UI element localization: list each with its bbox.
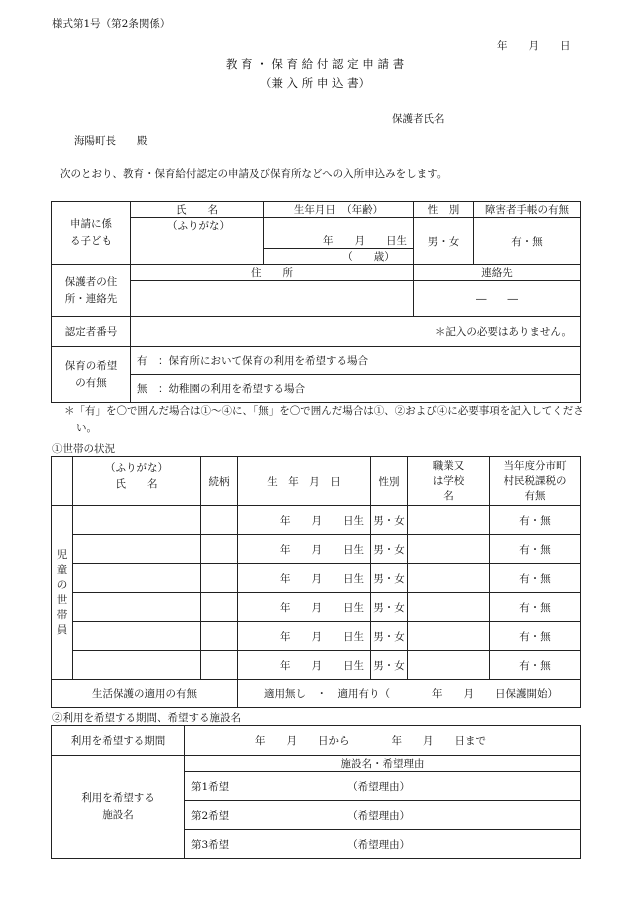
address-field[interactable] [131, 281, 414, 317]
application-table [51, 201, 581, 403]
member-relation-field[interactable] [201, 651, 238, 680]
cert-number-field: ＊記入の必要はありません。 [131, 317, 581, 347]
wish-no-option[interactable]: 無 ：幼稚園の利用を希望する場合 [131, 375, 581, 403]
period-label: 利用を希望する期間 [52, 726, 185, 756]
choice-2-reason: （希望理由） [347, 809, 411, 822]
member-sex-field[interactable]: 男・女 [371, 622, 408, 651]
page-subtitle: （兼 入 所 申 込 書） [259, 76, 371, 90]
child-age-field[interactable]: （ 歳） [264, 249, 414, 265]
child-dob-field[interactable]: 年 月 日生 [264, 218, 414, 249]
member-sex-field[interactable]: 男・女 [371, 593, 408, 622]
facility-table [51, 725, 581, 859]
section2-heading: ②利用を希望する期間、希望する施設名 [52, 712, 241, 724]
page-title: 教 育 ・ 保 育 給 付 認 定 申 請 書 [225, 57, 405, 71]
member-dob-field[interactable]: 年 月 日生 [238, 622, 371, 651]
member-tax-field[interactable]: 有・無 [490, 535, 581, 564]
guardian-name-label: 保護者氏名 [392, 113, 445, 125]
addressee: 海陽町長 殿 [74, 135, 148, 147]
facility-label: 利用を希望する施設名 [52, 756, 185, 859]
child-sex-field[interactable]: 男・女 [414, 218, 474, 265]
member-name-field[interactable] [73, 651, 201, 680]
member-tax-field[interactable]: 有・無 [490, 593, 581, 622]
table-row [52, 593, 581, 622]
member-relation-field[interactable] [201, 506, 238, 535]
member-dob-field[interactable]: 年 月 日生 [238, 593, 371, 622]
wish-yes-option[interactable]: 有 ：保育所において保育の利用を希望する場合 [131, 347, 581, 375]
member-tax-field[interactable]: 有・無 [490, 564, 581, 593]
member-sex-field[interactable]: 男・女 [371, 651, 408, 680]
member-job-field[interactable] [408, 593, 490, 622]
member-job-field[interactable] [408, 564, 490, 593]
table-row [52, 651, 581, 680]
member-name-field[interactable] [73, 622, 201, 651]
member-sex-field[interactable]: 男・女 [371, 564, 408, 593]
member-name-field[interactable] [73, 506, 201, 535]
member-tax-field[interactable]: 有・無 [490, 506, 581, 535]
form-number: 様式第1号（第2条関係） [52, 18, 171, 30]
name-header: 氏 名 [131, 202, 264, 218]
contact-field[interactable]: ― ― [414, 281, 581, 317]
member-dob-field[interactable]: 年 月 日生 [238, 535, 371, 564]
member-relation-field[interactable] [201, 622, 238, 651]
member-tax-field[interactable]: 有・無 [490, 651, 581, 680]
guardian-label: 保護者の住所・連絡先 [52, 265, 131, 317]
choice-3-label: 第3希望 [191, 838, 230, 851]
choice-3-reason: （希望理由） [347, 838, 411, 851]
instruction-note: ＊「有」を〇で囲んだ場合は①～④に、「無」を〇で囲んだ場合は①、②および④に必要事項を記入してください。 [64, 405, 584, 434]
disability-field[interactable]: 有・無 [474, 218, 581, 265]
household-dob-header: 生 年 月 日 [238, 457, 371, 506]
choice-3-field[interactable] [185, 830, 581, 859]
relation-header: 続柄 [201, 457, 238, 506]
member-relation-field[interactable] [201, 564, 238, 593]
member-sex-field[interactable]: 男・女 [371, 506, 408, 535]
member-name-field[interactable] [73, 593, 201, 622]
table-row [52, 535, 581, 564]
table-row [52, 564, 581, 593]
section1-heading: ①世帯の状況 [52, 443, 115, 455]
contact-header: 連絡先 [414, 265, 581, 281]
member-job-field[interactable] [408, 535, 490, 564]
choice-1-label: 第1希望 [191, 780, 230, 793]
table-row [52, 506, 581, 535]
member-dob-field[interactable]: 年 月 日生 [238, 564, 371, 593]
furigana-label: （ふりがな） [167, 220, 230, 232]
sex-header: 性 別 [414, 202, 474, 218]
child-label: 申請に係る子ども [52, 202, 131, 265]
choice-1-reason: （希望理由） [347, 780, 411, 793]
member-sex-field[interactable]: 男・女 [371, 535, 408, 564]
cert-number-label: 認定者番号 [52, 317, 131, 347]
member-job-field[interactable] [408, 651, 490, 680]
member-relation-field[interactable] [201, 535, 238, 564]
child-name-field[interactable] [131, 218, 264, 265]
period-field[interactable]: 年 月 日から 年 月 日まで [185, 726, 581, 756]
household-table [51, 456, 581, 708]
address-header: 住 所 [131, 265, 414, 281]
household-sex-header: 性別 [371, 457, 408, 506]
choice-2-label: 第2希望 [191, 809, 230, 822]
disability-header: 障害者手帳の有無 [474, 202, 581, 218]
member-job-field[interactable] [408, 506, 490, 535]
member-job-field[interactable] [408, 622, 490, 651]
welfare-label: 生活保護の適用の有無 [52, 680, 238, 708]
member-name-field[interactable] [73, 564, 201, 593]
intro-text: 次のとおり、教育・保育給付認定の申請及び保育所などへの入所申込みをします。 [60, 168, 448, 180]
choice-2-field[interactable] [185, 801, 581, 830]
tax-header: 当年度分市町村民税課税の有無 [490, 457, 581, 506]
facility-header: 施設名・希望理由 [185, 756, 581, 772]
household-name-header: （ふりがな） 氏 名 [73, 457, 201, 506]
member-name-field[interactable] [73, 535, 201, 564]
member-relation-field[interactable] [201, 593, 238, 622]
member-dob-field[interactable]: 年 月 日生 [238, 651, 371, 680]
member-dob-field[interactable]: 年 月 日生 [238, 506, 371, 535]
dob-header: 生年月日 （年齢） [264, 202, 414, 218]
welfare-field[interactable]: 適用無し ・ 適用有り（ 年 月 日保護開始） [238, 680, 581, 708]
member-tax-field[interactable]: 有・無 [490, 622, 581, 651]
date-field: 年 月 日 [497, 40, 571, 52]
choice-1-field[interactable] [185, 772, 581, 801]
job-header: 職業又は学校名 [408, 457, 490, 506]
table-row [52, 622, 581, 651]
household-side-label: 児童の世帯員 [52, 506, 73, 680]
wish-label: 保育の希望の有無 [52, 347, 131, 403]
